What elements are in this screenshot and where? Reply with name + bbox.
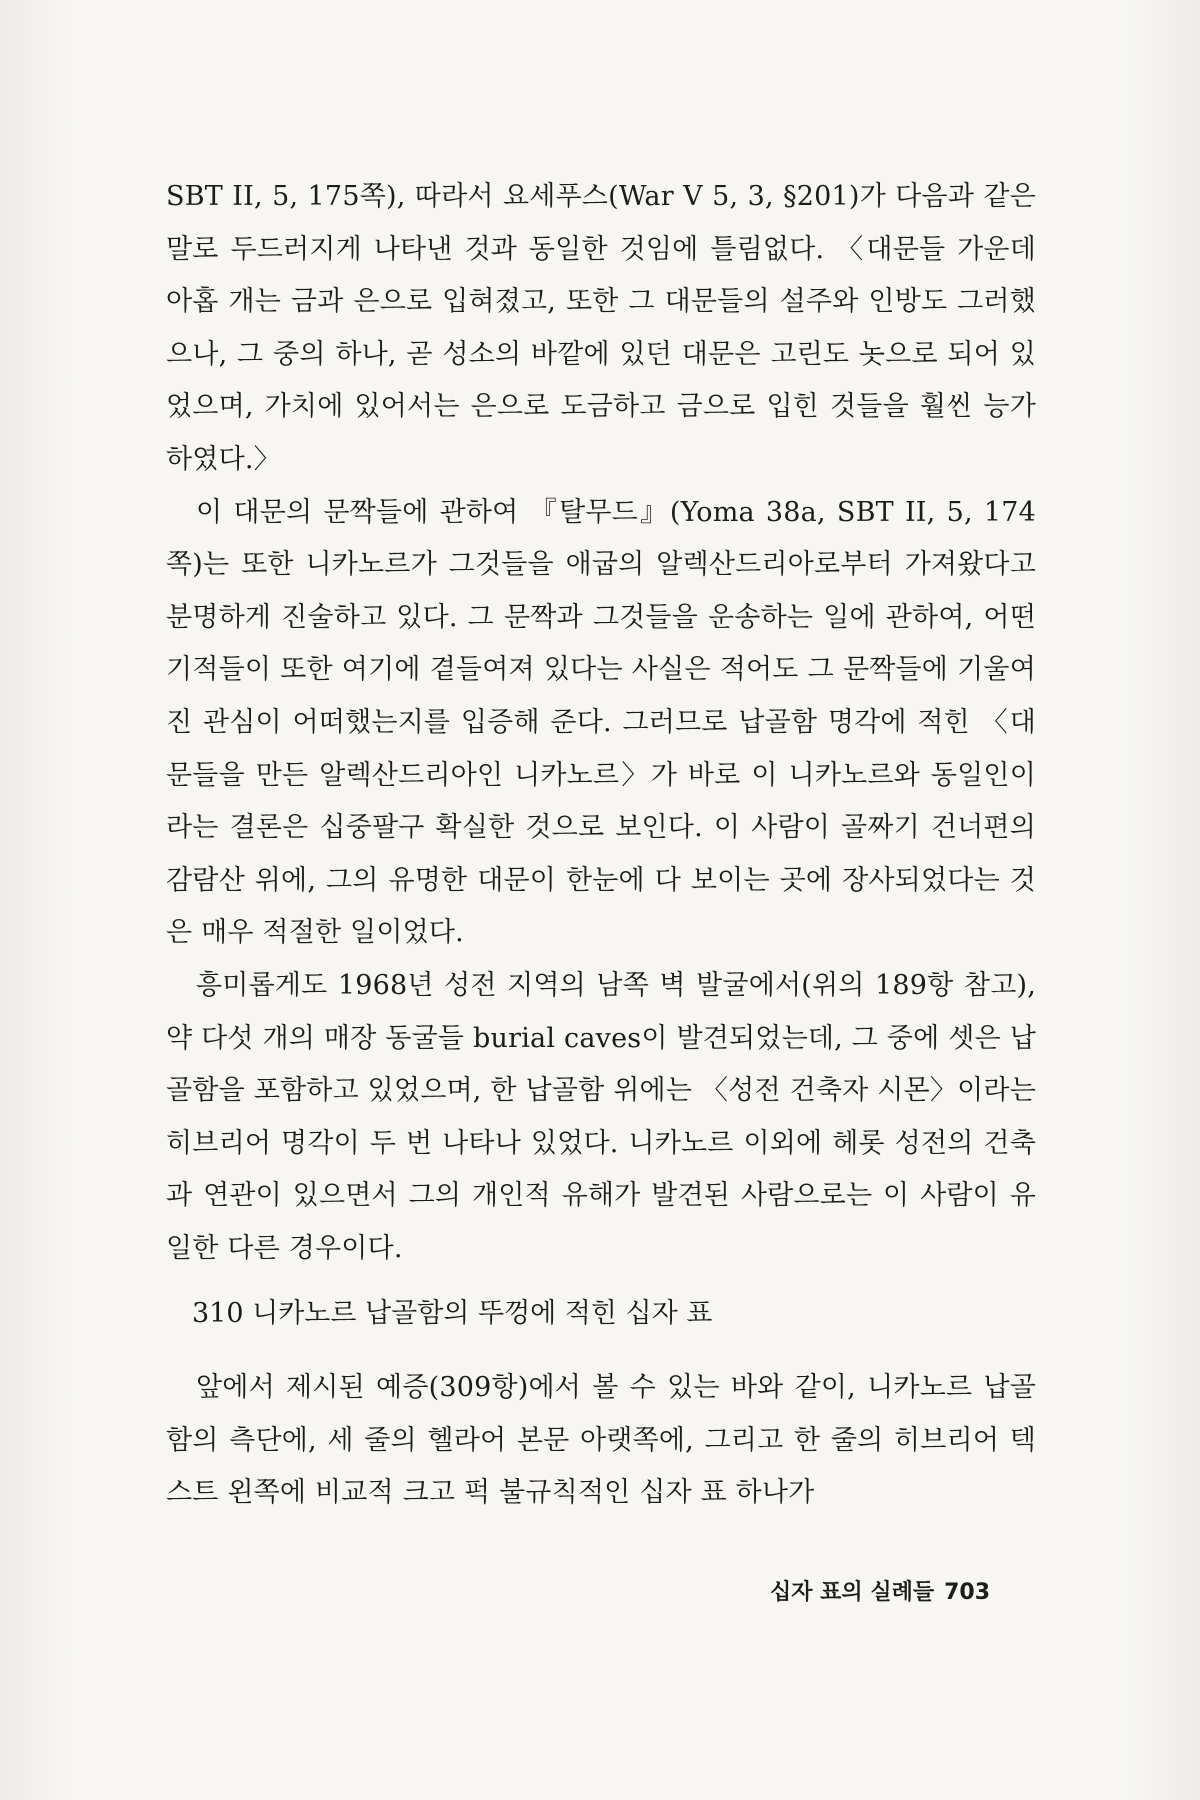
page-number: 703	[944, 1580, 991, 1605]
paragraph-continuation: SBT II, 5, 175쪽), 따라서 요세푸스(War V 5, 3, §201)가 다음과 같은 말로 두드러지게 나타낸 것과 동일한 것임에 틀림없다. 〈대문들 가운데 아홉 개는 금과 은으로 입혀졌고, 또한 그 대문들의 설주와 인방도 그러했으나, 그 중의 하나, 곧 성소의 바깥에 있던 대문은 고린도 놋으로 되어 있었으며, 가치에 있어서는 은으로 도금하고 금으로 입힌 것들을 훨씬 능가하였다.〉	[166, 181, 1036, 475]
paragraph-nicanor-gates: 이 대문의 문짝들에 관하여 『탈무드』(Yoma 38a, SBT II, 5, 174쪽)는 또한 니카노르가 그것들을 애굽의 알렉산드리아로부터 가져왔다고 분명하게 진술하고 있다. 그 문짝과 그것들을 운송하는 일에 관하여, 어떤 기적들이 또한 여기에 곁들여져 있다는 사실은 적어도 그 문짝들에 기울여진 관심이 어떠했는지를 입증해 준다. 그러므로 납골함 명각에 적힌 〈대문들을 만든 알렉산드리아인 니카노르〉가 바로 이 니카노르와 동일인이라는 결론은 십중팔구 확실한 것으로 보인다. 이 사람이 골짜기 건너편의 감람산 위에, 그의 유명한 대문이 한눈에 다 보이는 곳에 장사되었다는 것은 매우 적절한 일이었다.	[166, 496, 1036, 949]
page-footer	[770, 1578, 990, 1608]
body-text-upper	[166, 171, 1036, 1275]
section-heading: 310 니카노르 납골함의 뚜껑에 적힌 십자 표	[192, 1298, 713, 1329]
running-title: 십자 표의 실례들	[770, 1580, 935, 1605]
body-text-lower	[166, 1362, 1036, 1520]
paragraph-closing: 앞에서 제시된 예증(309항)에서 볼 수 있는 바와 같이, 니카노르 납골함의 측단에, 세 줄의 헬라어 본문 아랫쪽에, 그리고 한 줄의 히브리어 텍스트 왼쪽에 비교적 크고 퍽 불규칙적인 십자 표 하나가	[166, 1372, 1036, 1509]
paragraph-excavation: 흥미롭게도 1968년 성전 지역의 남쪽 벽 발굴에서(위의 189항 참고), 약 다섯 개의 매장 동굴들 burial caves이 발견되었는데, 그 중에 셋은 납골함을 포함하고 있었으며, 한 납골함 위에는 〈성전 건축자 시몬〉이라는 히브리어 명각이 두 번 나타나 있었다. 니카노르 이외에 헤롯 성전의 건축과 연관이 있으면서 그의 개인적 유해가 발견된 사람으로는 이 사람이 유일한 다른 경우이다.	[166, 969, 1036, 1264]
